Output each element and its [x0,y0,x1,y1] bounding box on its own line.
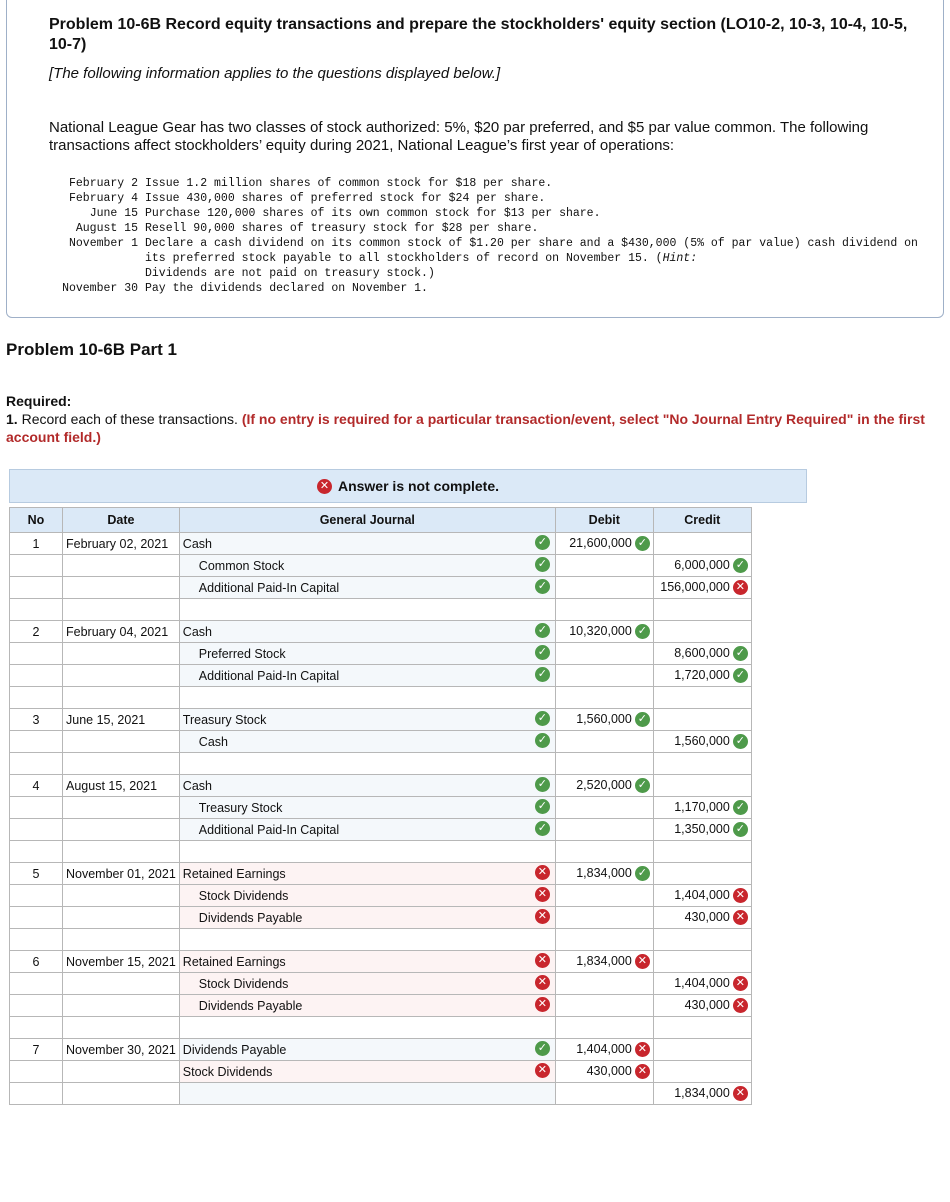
entry-date [63,907,180,929]
entry-date[interactable]: February 04, 2021 [63,621,180,643]
account-field[interactable] [179,797,555,819]
empty-cell [179,687,555,709]
entry-number: 6 [10,951,63,973]
entry-number [10,731,63,753]
incorrect-x-icon: ✕ [733,1086,748,1101]
journal-row [10,951,752,973]
journal-row [10,1061,752,1083]
correct-check-icon: ✓ [535,557,550,572]
entry-number [10,973,63,995]
entry-date[interactable]: February 02, 2021 [63,533,180,555]
account-field[interactable] [179,819,555,841]
debit-field[interactable] [555,1039,653,1061]
entry-date [63,731,180,753]
header-no: No [10,508,63,533]
credit-field[interactable] [653,665,751,687]
credit-field[interactable] [653,995,751,1017]
correct-check-icon: ✓ [733,558,748,573]
empty-cell [555,1017,653,1039]
transaction-text-end: Dividends are not paid on treasury stock.) [145,267,435,280]
problem-title: Problem 10-6B Record equity transactions and prepare the stockholders' equity section (LO10-2, 10-3, 10-4, 10-5, 10-7) [49,16,908,53]
credit-field[interactable] [653,885,751,907]
entry-number [10,797,63,819]
empty-cell [63,753,180,775]
entry-number: 4 [10,775,63,797]
transaction-text: Resell 90,000 shares of treasury stock for $28 per share. [145,222,539,235]
account-field[interactable] [179,533,555,555]
account-field[interactable] [179,973,555,995]
entry-number [10,885,63,907]
journal-row [10,1039,752,1061]
journal-spacer-row [10,841,752,863]
debit-field[interactable] [555,819,653,841]
credit-field[interactable] [653,819,751,841]
credit-field[interactable] [653,731,751,753]
empty-cell [10,687,63,709]
empty-cell [10,599,63,621]
debit-field[interactable] [555,1083,653,1105]
journal-row [10,907,752,929]
account-field[interactable] [179,621,555,643]
answer-status-text: Answer is not complete. [337,478,500,494]
correct-check-icon: ✓ [635,536,650,551]
empty-cell [63,1017,180,1039]
entry-number: 1 [10,533,63,555]
credit-field[interactable] [653,775,751,797]
entry-number: 3 [10,709,63,731]
transaction-description [138,206,929,221]
entry-date [63,577,180,599]
correct-check-icon: ✓ [535,667,550,682]
correct-check-icon: ✓ [535,535,550,550]
journal-row [10,533,752,555]
credit-value: 430,000 [684,997,730,1012]
account-name: Dividends Payable [198,910,303,925]
transaction-text: Issue 430,000 shares of preferred stock for $24 per share. [145,192,546,205]
correct-check-icon: ✓ [733,800,748,815]
debit-field[interactable] [555,885,653,907]
account-name: Cash [182,778,212,793]
transaction-item [49,176,929,191]
answer-status-banner [9,469,807,503]
credit-value: 1,560,000 [674,733,730,748]
debit-field[interactable] [555,665,653,687]
account-field[interactable] [179,1039,555,1061]
account-field[interactable] [179,995,555,1017]
correct-check-icon: ✓ [535,711,550,726]
empty-cell [555,841,653,863]
incorrect-x-icon: ✕ [733,976,748,991]
journal-row [10,819,752,841]
transaction-description [138,281,929,296]
journal-row [10,555,752,577]
entry-number [10,907,63,929]
debit-field[interactable] [555,709,653,731]
journal-row [10,885,752,907]
entry-number [10,665,63,687]
debit-field[interactable] [555,797,653,819]
entry-date [63,819,180,841]
debit-field[interactable] [555,995,653,1017]
account-field[interactable] [179,1061,555,1083]
correct-check-icon: ✓ [535,777,550,792]
transaction-text: Purchase 120,000 shares of its own common stock for $13 per share. [145,207,601,220]
transaction-item [49,221,929,236]
correct-check-icon: ✓ [635,778,650,793]
account-field[interactable] [179,1083,555,1105]
debit-field[interactable] [555,973,653,995]
incorrect-x-icon: ✕ [535,909,550,924]
incorrect-x-icon: ✕ [733,580,748,595]
transaction-item [49,191,929,206]
debit-field[interactable] [555,621,653,643]
debit-value: 1,834,000 [576,953,632,968]
entry-number [10,1083,63,1105]
empty-cell [10,929,63,951]
account-name: Stock Dividends [198,888,289,903]
transaction-text: Pay the dividends declared on November 1. [145,282,428,295]
account-name: Additional Paid-In Capital [198,822,340,837]
transaction-description [138,191,929,206]
journal-header-row [10,508,752,533]
debit-value: 2,520,000 [576,777,632,792]
required-label: Required: [6,393,72,409]
required-text: Record each of these transactions. [17,411,242,427]
credit-value: 1,350,000 [674,821,730,836]
empty-cell [179,1017,555,1039]
debit-field[interactable] [555,1061,653,1083]
empty-cell [179,929,555,951]
credit-field[interactable] [653,951,751,973]
account-name: Common Stock [198,558,285,573]
journal-spacer-row [10,687,752,709]
header-debit: Debit [555,508,653,533]
empty-cell [555,753,653,775]
account-name: Retained Earnings [182,954,286,969]
correct-check-icon: ✓ [733,734,748,749]
account-name: Treasury Stock [198,800,283,815]
journal-row [10,973,752,995]
entry-date [63,797,180,819]
entry-number: 7 [10,1039,63,1061]
empty-cell [653,753,751,775]
credit-field[interactable] [653,555,751,577]
credit-field[interactable] [653,643,751,665]
transaction-text: Issue 1.2 million shares of common stock for $18 per share. [145,177,553,190]
transaction-description [138,236,929,281]
entry-number: 5 [10,863,63,885]
debit-field[interactable] [555,907,653,929]
entry-date [63,885,180,907]
problem-info-box [6,0,944,318]
journal-row [10,709,752,731]
transaction-date: June 15 [89,207,138,220]
debit-value: 21,600,000 [569,535,632,550]
credit-field[interactable] [653,863,751,885]
empty-cell [653,599,751,621]
problem-note: [The following information applies to the questions displayed below.] [49,65,501,82]
correct-check-icon: ✓ [535,579,550,594]
empty-cell [63,929,180,951]
transaction-description [138,221,929,236]
credit-field[interactable] [653,621,751,643]
incorrect-x-icon: ✕ [635,1042,650,1057]
problem-intro: National League Gear has two classes of stock authorized: 5%, $20 par preferred, and $5 par value common. The following transactions affect stockholders’ equity during 2021, National League’s first year of operations: [49,119,869,154]
incorrect-x-icon: ✕ [635,1064,650,1079]
debit-field[interactable] [555,731,653,753]
correct-check-icon: ✓ [733,668,748,683]
empty-cell [555,687,653,709]
account-field[interactable] [179,555,555,577]
debit-value: 10,320,000 [569,623,632,638]
correct-check-icon: ✓ [733,822,748,837]
transaction-item [49,206,929,221]
entry-number [10,555,63,577]
empty-cell [653,687,751,709]
credit-value: 6,000,000 [674,557,730,572]
correct-check-icon: ✓ [535,1041,550,1056]
journal-spacer-row [10,599,752,621]
entry-date [63,555,180,577]
account-name: Stock Dividends [198,976,289,991]
correct-check-icon: ✓ [535,645,550,660]
debit-field[interactable] [555,863,653,885]
account-name: Preferred Stock [198,646,286,661]
correct-check-icon: ✓ [635,712,650,727]
correct-check-icon: ✓ [535,733,550,748]
debit-value: 1,404,000 [576,1041,632,1056]
transaction-date: February 4 [68,192,138,205]
account-name: Retained Earnings [182,866,286,881]
account-name: Additional Paid-In Capital [198,668,340,683]
account-field[interactable] [179,731,555,753]
credit-value: 8,600,000 [674,645,730,660]
header-credit: Credit [653,508,751,533]
incorrect-x-icon: ✕ [635,954,650,969]
empty-cell [555,599,653,621]
incorrect-x-icon: ✕ [733,998,748,1013]
account-field[interactable] [179,665,555,687]
part-title: Problem 10-6B Part 1 [6,340,178,359]
entry-date [63,995,180,1017]
account-name: Dividends Payable [182,1042,287,1057]
transaction-description [138,176,929,191]
incorrect-x-icon: ✕ [535,997,550,1012]
account-name: Stock Dividends [182,1064,273,1079]
empty-cell [555,929,653,951]
debit-field[interactable] [555,555,653,577]
debit-field[interactable] [555,643,653,665]
general-journal-table [9,507,752,1105]
incorrect-x-icon: ✕ [535,975,550,990]
empty-cell [653,929,751,951]
entry-number [10,995,63,1017]
account-field[interactable] [179,951,555,973]
debit-value: 1,560,000 [576,711,632,726]
incorrect-icon: ✕ [317,479,332,494]
transaction-text: Declare a cash dividend on its common stock of $1.20 per share and a $430,000 (5% of par value) cash dividend on its preferred stock payable to all stockholders of record on November 15. ( [145,237,925,265]
empty-cell [653,841,751,863]
credit-value: 1,404,000 [674,887,730,902]
account-field[interactable] [179,643,555,665]
credit-value: 430,000 [684,909,730,924]
journal-spacer-row [10,1017,752,1039]
correct-check-icon: ✓ [535,821,550,836]
entry-date[interactable]: August 15, 2021 [63,775,180,797]
journal-row [10,643,752,665]
journal-row [10,665,752,687]
incorrect-x-icon: ✕ [535,1063,550,1078]
account-name: Cash [182,624,212,639]
incorrect-x-icon: ✕ [535,953,550,968]
account-field[interactable] [179,775,555,797]
entry-number: 2 [10,621,63,643]
debit-field[interactable] [555,775,653,797]
journal-spacer-row [10,929,752,951]
entry-number [10,577,63,599]
transaction-date: August 15 [75,222,138,235]
account-field[interactable] [179,577,555,599]
journal-spacer-row [10,753,752,775]
journal-row [10,863,752,885]
required-instructions [6,410,946,446]
transaction-date: November 30 [62,282,138,295]
header-date: Date [63,508,180,533]
empty-cell [63,599,180,621]
entry-date [63,973,180,995]
transaction-item [49,281,929,296]
credit-field[interactable] [653,1083,751,1105]
journal-row [10,621,752,643]
transaction-list [49,176,929,296]
account-name: Cash [198,734,228,749]
account-name: Cash [182,536,212,551]
incorrect-x-icon: ✕ [733,910,748,925]
entry-number [10,819,63,841]
credit-value: 1,170,000 [674,799,730,814]
credit-value: 1,720,000 [674,667,730,682]
transaction-date: November 1 [68,237,138,250]
credit-value: 1,404,000 [674,975,730,990]
credit-field[interactable] [653,533,751,555]
transaction-date: February 2 [68,177,138,190]
correct-check-icon: ✓ [535,623,550,638]
journal-row [10,797,752,819]
credit-field[interactable] [653,797,751,819]
credit-field[interactable] [653,973,751,995]
entry-date [63,1083,180,1105]
header-general-journal: General Journal [179,508,555,533]
empty-cell [63,841,180,863]
entry-date[interactable]: November 30, 2021 [63,1039,180,1061]
empty-cell [10,1017,63,1039]
debit-value: 430,000 [586,1063,632,1078]
correct-check-icon: ✓ [733,646,748,661]
credit-field[interactable] [653,907,751,929]
credit-field[interactable] [653,1039,751,1061]
transaction-item [49,236,929,281]
credit-value: 1,834,000 [674,1085,730,1100]
journal-row [10,995,752,1017]
empty-cell [653,1017,751,1039]
account-name: Additional Paid-In Capital [198,580,340,595]
entry-date [63,665,180,687]
account-field[interactable] [179,885,555,907]
entry-date [63,643,180,665]
required-hint: (If no entry is required for a particular transaction/event, select "No Journal Entry Required" in the first account field.) [6,411,925,445]
entry-date[interactable]: November 01, 2021 [63,863,180,885]
debit-field[interactable] [555,951,653,973]
entry-date [63,1061,180,1083]
account-field[interactable] [179,709,555,731]
empty-cell [179,753,555,775]
empty-cell [10,753,63,775]
debit-field[interactable] [555,533,653,555]
entry-number [10,643,63,665]
account-name: Treasury Stock [182,712,267,727]
empty-cell [63,687,180,709]
account-field[interactable] [179,907,555,929]
debit-field[interactable] [555,577,653,599]
incorrect-x-icon: ✕ [535,887,550,902]
required-number: 1. [6,411,18,427]
credit-field[interactable] [653,1061,751,1083]
credit-value: 156,000,000 [660,579,730,594]
journal-row [10,775,752,797]
entry-date[interactable]: June 15, 2021 [63,709,180,731]
entry-number [10,1061,63,1083]
debit-value: 1,834,000 [576,865,632,880]
incorrect-x-icon: ✕ [535,865,550,880]
correct-check-icon: ✓ [535,799,550,814]
incorrect-x-icon: ✕ [733,888,748,903]
empty-cell [10,841,63,863]
empty-cell [179,599,555,621]
journal-row [10,1083,752,1105]
entry-date[interactable]: November 15, 2021 [63,951,180,973]
account-field[interactable] [179,863,555,885]
empty-cell [179,841,555,863]
transaction-hint: Hint: [662,252,698,265]
correct-check-icon: ✓ [635,866,650,881]
correct-check-icon: ✓ [635,624,650,639]
journal-row [10,731,752,753]
credit-field[interactable] [653,709,751,731]
account-name: Dividends Payable [198,998,303,1013]
credit-field[interactable] [653,577,751,599]
journal-row [10,577,752,599]
